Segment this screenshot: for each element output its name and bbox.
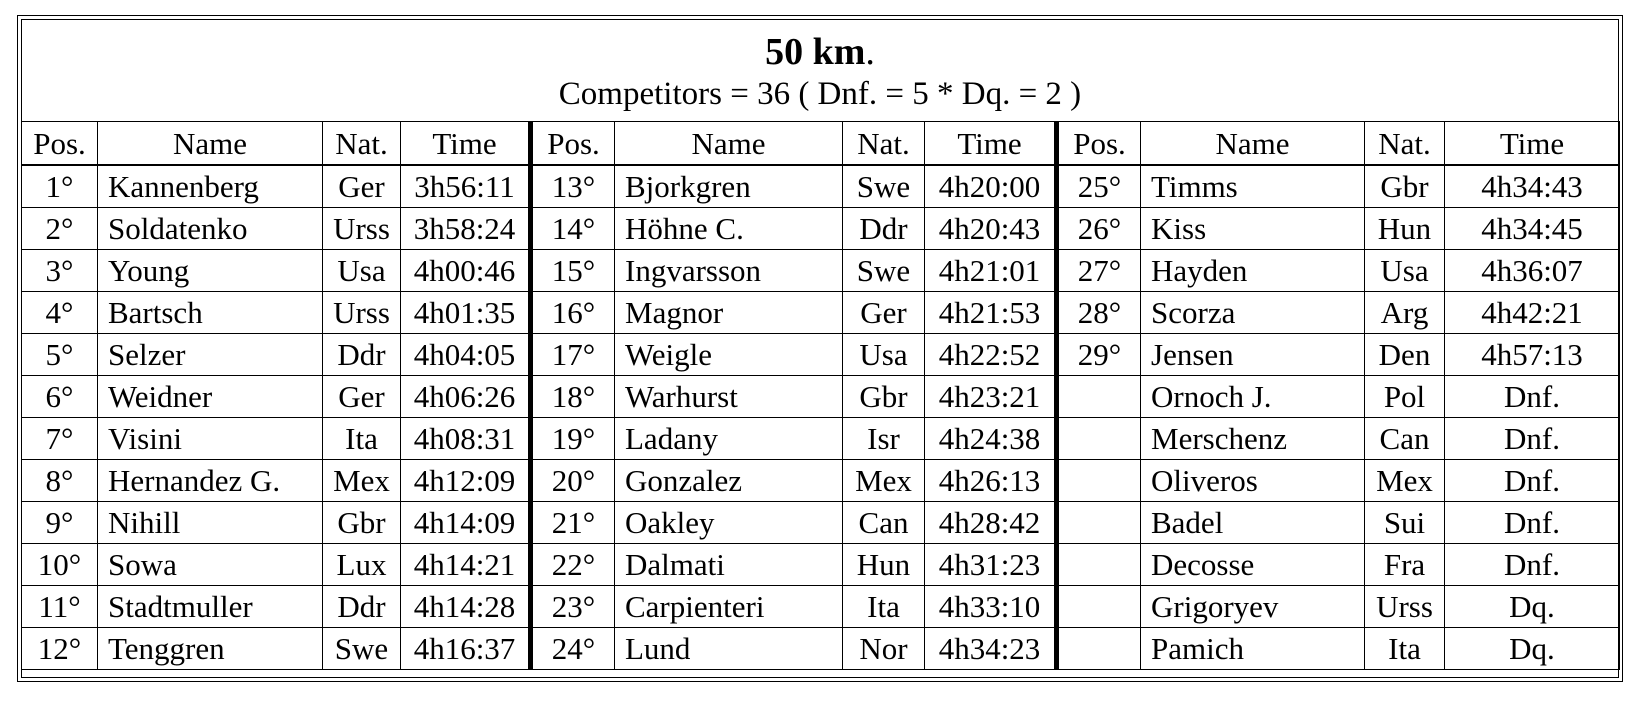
time-cell: 4h34:23 bbox=[925, 628, 1057, 670]
position-cell: 1° bbox=[22, 165, 98, 208]
time-cell: 4h14:21 bbox=[401, 544, 531, 586]
position-cell bbox=[1057, 628, 1141, 670]
col-header-pos: Pos. bbox=[22, 122, 98, 166]
table-row bbox=[22, 376, 1620, 418]
nationality-cell: Swe bbox=[843, 165, 925, 208]
name-cell: Kannenberg bbox=[98, 165, 323, 208]
time-cell: 4h20:00 bbox=[925, 165, 1057, 208]
position-cell: 18° bbox=[531, 376, 615, 418]
col-header-name: Name bbox=[615, 122, 843, 166]
time-cell: 4h26:13 bbox=[925, 460, 1057, 502]
nationality-cell: Urss bbox=[323, 208, 401, 250]
name-cell: Weigle bbox=[615, 334, 843, 376]
nationality-cell: Gbr bbox=[1365, 165, 1445, 208]
position-cell: 6° bbox=[22, 376, 98, 418]
table-row bbox=[22, 502, 1620, 544]
nationality-cell: Hun bbox=[1365, 208, 1445, 250]
table-row bbox=[22, 165, 1620, 208]
position-cell: 4° bbox=[22, 292, 98, 334]
time-cell: 4h08:31 bbox=[401, 418, 531, 460]
position-cell bbox=[1057, 502, 1141, 544]
time-cell: 3h58:24 bbox=[401, 208, 531, 250]
name-cell: Timms bbox=[1141, 165, 1365, 208]
nationality-cell: Mex bbox=[1365, 460, 1445, 502]
position-cell: 21° bbox=[531, 502, 615, 544]
name-cell: Soldatenko bbox=[98, 208, 323, 250]
time-cell: 4h21:53 bbox=[925, 292, 1057, 334]
name-cell: Hernandez G. bbox=[98, 460, 323, 502]
nationality-cell: Mex bbox=[843, 460, 925, 502]
table-row bbox=[22, 628, 1620, 670]
position-cell bbox=[1057, 544, 1141, 586]
name-cell: Tenggren bbox=[98, 628, 323, 670]
name-cell: Weidner bbox=[98, 376, 323, 418]
nationality-cell: Pol bbox=[1365, 376, 1445, 418]
time-cell: 4h23:21 bbox=[925, 376, 1057, 418]
table-row bbox=[22, 334, 1620, 376]
position-cell: 13° bbox=[531, 165, 615, 208]
results-body bbox=[22, 165, 1620, 670]
name-cell: Ornoch J. bbox=[1141, 376, 1365, 418]
col-header-name: Name bbox=[98, 122, 323, 166]
title-dot: . bbox=[865, 31, 875, 73]
name-cell: Jensen bbox=[1141, 334, 1365, 376]
time-cell: 4h01:35 bbox=[401, 292, 531, 334]
name-cell: Scorza bbox=[1141, 292, 1365, 334]
name-cell: Oakley bbox=[615, 502, 843, 544]
position-cell: 22° bbox=[531, 544, 615, 586]
name-cell: Oliveros bbox=[1141, 460, 1365, 502]
position-cell: 23° bbox=[531, 586, 615, 628]
name-cell: Ladany bbox=[615, 418, 843, 460]
name-cell: Warhurst bbox=[615, 376, 843, 418]
name-cell: Young bbox=[98, 250, 323, 292]
time-cell: Dnf. bbox=[1445, 544, 1620, 586]
col-header-time: Time bbox=[1445, 122, 1620, 166]
position-cell: 12° bbox=[22, 628, 98, 670]
table-row bbox=[22, 544, 1620, 586]
time-cell: 4h31:23 bbox=[925, 544, 1057, 586]
position-cell: 17° bbox=[531, 334, 615, 376]
name-cell: Visini bbox=[98, 418, 323, 460]
name-cell: Stadtmuller bbox=[98, 586, 323, 628]
results-table bbox=[21, 121, 1620, 670]
header-row bbox=[22, 122, 1620, 166]
nationality-cell: Can bbox=[1365, 418, 1445, 460]
name-cell: Sowa bbox=[98, 544, 323, 586]
name-cell: Gonzalez bbox=[615, 460, 843, 502]
nationality-cell: Ita bbox=[323, 418, 401, 460]
time-cell: 4h22:52 bbox=[925, 334, 1057, 376]
name-cell: Bjorkgren bbox=[615, 165, 843, 208]
time-cell: Dq. bbox=[1445, 586, 1620, 628]
nationality-cell: Arg bbox=[1365, 292, 1445, 334]
col-header-time: Time bbox=[925, 122, 1057, 166]
name-cell: Kiss bbox=[1141, 208, 1365, 250]
nationality-cell: Ita bbox=[843, 586, 925, 628]
nationality-cell: Urss bbox=[1365, 586, 1445, 628]
nationality-cell: Lux bbox=[323, 544, 401, 586]
nationality-cell: Usa bbox=[843, 334, 925, 376]
time-cell: 4h34:43 bbox=[1445, 165, 1620, 208]
position-cell: 19° bbox=[531, 418, 615, 460]
name-cell: Pamich bbox=[1141, 628, 1365, 670]
time-cell: 4h24:38 bbox=[925, 418, 1057, 460]
competitors-summary: Competitors = 36 ( Dnf. = 5 * Dq. = 2 ) bbox=[558, 76, 1082, 112]
position-cell: 15° bbox=[531, 250, 615, 292]
table-row bbox=[22, 586, 1620, 628]
position-cell: 7° bbox=[22, 418, 98, 460]
title-text: 50 km bbox=[765, 31, 866, 73]
name-cell: Decosse bbox=[1141, 544, 1365, 586]
time-cell: 4h28:42 bbox=[925, 502, 1057, 544]
table-row bbox=[22, 292, 1620, 334]
nationality-cell: Gbr bbox=[323, 502, 401, 544]
nationality-cell: Ddr bbox=[843, 208, 925, 250]
col-header-pos: Pos. bbox=[531, 122, 615, 166]
name-cell: Magnor bbox=[615, 292, 843, 334]
time-cell: 4h20:43 bbox=[925, 208, 1057, 250]
time-cell: 4h00:46 bbox=[401, 250, 531, 292]
nationality-cell: Ita bbox=[1365, 628, 1445, 670]
time-cell: 4h42:21 bbox=[1445, 292, 1620, 334]
name-cell: Höhne C. bbox=[615, 208, 843, 250]
position-cell bbox=[1057, 376, 1141, 418]
position-cell: 11° bbox=[22, 586, 98, 628]
position-cell: 26° bbox=[1057, 208, 1141, 250]
table-header bbox=[22, 20, 1618, 118]
position-cell: 5° bbox=[22, 334, 98, 376]
position-cell: 25° bbox=[1057, 165, 1141, 208]
col-header-nat: Nat. bbox=[323, 122, 401, 166]
name-cell: Hayden bbox=[1141, 250, 1365, 292]
time-cell: 4h16:37 bbox=[401, 628, 531, 670]
position-cell bbox=[1057, 418, 1141, 460]
name-cell: Nihill bbox=[98, 502, 323, 544]
position-cell bbox=[1057, 460, 1141, 502]
nationality-cell: Den bbox=[1365, 334, 1445, 376]
position-cell bbox=[1057, 586, 1141, 628]
col-header-name: Name bbox=[1141, 122, 1365, 166]
table-row bbox=[22, 418, 1620, 460]
nationality-cell: Isr bbox=[843, 418, 925, 460]
name-cell: Badel bbox=[1141, 502, 1365, 544]
position-cell: 29° bbox=[1057, 334, 1141, 376]
nationality-cell: Sui bbox=[1365, 502, 1445, 544]
time-cell: 4h57:13 bbox=[1445, 334, 1620, 376]
position-cell: 10° bbox=[22, 544, 98, 586]
name-cell: Ingvarsson bbox=[615, 250, 843, 292]
name-cell: Merschenz bbox=[1141, 418, 1365, 460]
position-cell: 8° bbox=[22, 460, 98, 502]
time-cell: 3h56:11 bbox=[401, 165, 531, 208]
position-cell: 14° bbox=[531, 208, 615, 250]
time-cell: 4h06:26 bbox=[401, 376, 531, 418]
position-cell: 28° bbox=[1057, 292, 1141, 334]
nationality-cell: Ddr bbox=[323, 586, 401, 628]
nationality-cell: Swe bbox=[843, 250, 925, 292]
name-cell: Lund bbox=[615, 628, 843, 670]
nationality-cell: Usa bbox=[323, 250, 401, 292]
nationality-cell: Ger bbox=[323, 376, 401, 418]
time-cell: Dnf. bbox=[1445, 418, 1620, 460]
position-cell: 27° bbox=[1057, 250, 1141, 292]
nationality-cell: Nor bbox=[843, 628, 925, 670]
nationality-cell: Hun bbox=[843, 544, 925, 586]
col-header-pos: Pos. bbox=[1057, 122, 1141, 166]
position-cell: 20° bbox=[531, 460, 615, 502]
col-header-time: Time bbox=[401, 122, 531, 166]
position-cell: 16° bbox=[531, 292, 615, 334]
nationality-cell: Swe bbox=[323, 628, 401, 670]
name-cell: Dalmati bbox=[615, 544, 843, 586]
position-cell: 9° bbox=[22, 502, 98, 544]
time-cell: 4h04:05 bbox=[401, 334, 531, 376]
nationality-cell: Mex bbox=[323, 460, 401, 502]
nationality-cell: Urss bbox=[323, 292, 401, 334]
time-cell: 4h14:28 bbox=[401, 586, 531, 628]
position-cell: 3° bbox=[22, 250, 98, 292]
page-title bbox=[22, 30, 1618, 74]
table-row bbox=[22, 250, 1620, 292]
nationality-cell: Ger bbox=[843, 292, 925, 334]
name-cell: Selzer bbox=[98, 334, 323, 376]
nationality-cell: Ddr bbox=[323, 334, 401, 376]
nationality-cell: Ger bbox=[323, 165, 401, 208]
table-row bbox=[22, 208, 1620, 250]
time-cell: Dq. bbox=[1445, 628, 1620, 670]
time-cell: Dnf. bbox=[1445, 376, 1620, 418]
time-cell: 4h21:01 bbox=[925, 250, 1057, 292]
time-cell: 4h36:07 bbox=[1445, 250, 1620, 292]
time-cell: 4h12:09 bbox=[401, 460, 531, 502]
nationality-cell: Fra bbox=[1365, 544, 1445, 586]
position-cell: 2° bbox=[22, 208, 98, 250]
position-cell: 24° bbox=[531, 628, 615, 670]
nationality-cell: Usa bbox=[1365, 250, 1445, 292]
time-cell: 4h34:45 bbox=[1445, 208, 1620, 250]
col-header-nat: Nat. bbox=[1365, 122, 1445, 166]
time-cell: 4h33:10 bbox=[925, 586, 1057, 628]
time-cell: Dnf. bbox=[1445, 460, 1620, 502]
nationality-cell: Can bbox=[843, 502, 925, 544]
name-cell: Carpienteri bbox=[615, 586, 843, 628]
name-cell: Grigoryev bbox=[1141, 586, 1365, 628]
nationality-cell: Gbr bbox=[843, 376, 925, 418]
time-cell: Dnf. bbox=[1445, 502, 1620, 544]
col-header-nat: Nat. bbox=[843, 122, 925, 166]
table-row bbox=[22, 460, 1620, 502]
time-cell: 4h14:09 bbox=[401, 502, 531, 544]
name-cell: Bartsch bbox=[98, 292, 323, 334]
